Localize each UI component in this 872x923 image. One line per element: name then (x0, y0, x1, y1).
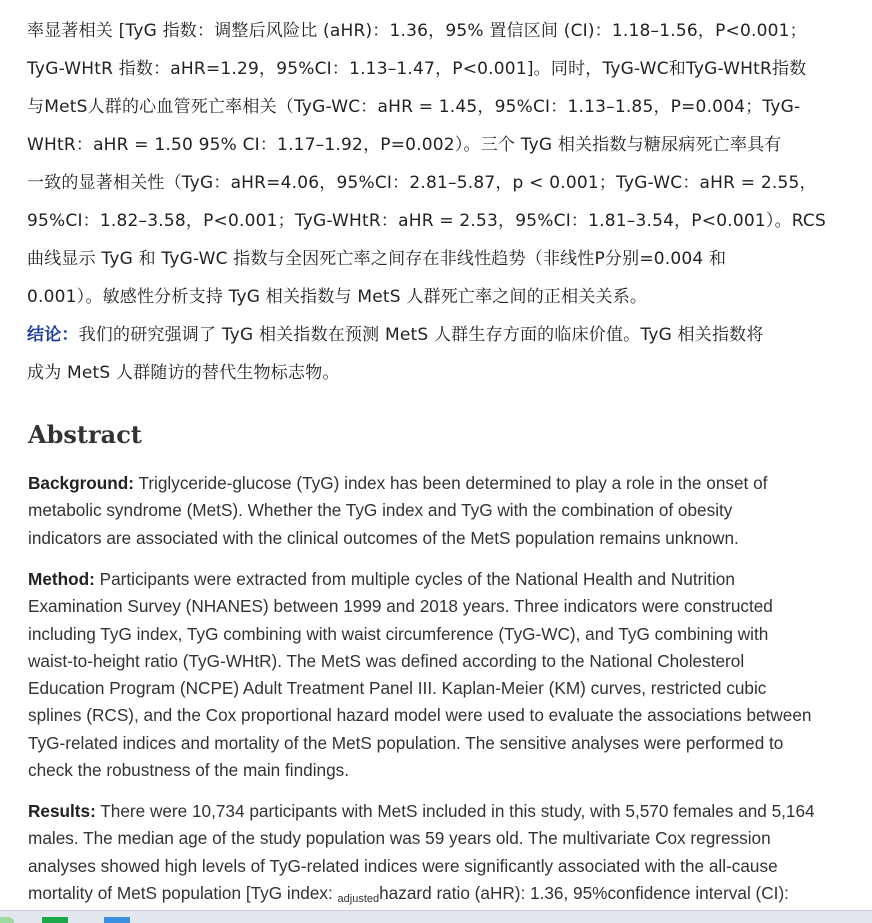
background-text: indicators are associated with the clinical outcomes of the MetS population remains unknown. (28, 527, 739, 548)
background-text: Triglyceride-glucose (TyG) index has been determined to play a role in the onset of (134, 473, 768, 493)
cn-line: 率显著相关 [TyG 指数：调整后风险比 (aHR)：1.36，95% 置信区间 (CI)：1.18–1.56，P<0.001； (27, 21, 807, 41)
cn-conclusion-line (27, 316, 859, 354)
method-text: TyG-related indices and mortality of the MetS population. The sensitive analyses were performed to (28, 732, 784, 753)
cn-line: 0.001）。敏感性分析支持 TyG 相关指数与 MetS 人群死亡率之间的正相关关系。 (27, 287, 648, 307)
taskbar-app-icon[interactable] (42, 917, 68, 923)
cn-line: 一致的显著相关性（TyG：aHR=4.06，95%CI：2.81–5.87，p < 0.001；TyG-WC：aHR = 2.55， (27, 173, 817, 193)
cn-line: WHtR：aHR = 1.50 95% CI：1.17–1.92，P=0.002）。三个 TyG 相关指数与糖尿病死亡率具有 (27, 135, 782, 155)
method-text: waist-to-height ratio (TyG-WHtR). The MetS was defined according to the National Cholesterol (28, 650, 745, 671)
cn-conclusion-line: 成为 MetS 人群随访的替代生物标志物。 (27, 363, 340, 383)
taskbar-app-icon[interactable] (104, 917, 130, 923)
results-section (28, 798, 858, 913)
method-text: Education Program (NCPE) Adult Treatment Panel III. Kaplan-Meier (KM) curves, restricted cubic (28, 678, 767, 699)
conclusion-text: 我们的研究强调了 TyG 相关指数在预测 MetS 人群生存方面的临床价值。TyG 相关指数将 (78, 325, 764, 345)
conclusion-label: 结论： (27, 325, 79, 345)
cn-line: 与MetS人群的心血管死亡率相关（TyG-WC：aHR = 1.45，95%CI：1.13–1.85，P=0.004；TyG- (27, 97, 801, 117)
background-text: metabolic syndrome (MetS). Whether the TyG index and TyG with the combination of obesity (28, 500, 733, 521)
results-text: analyses showed high levels of TyG-related indices were significantly associated with the all-cause (28, 855, 778, 876)
method-text: Participants were extracted from multiple cycles of the National Health and Nutrition (94, 569, 735, 589)
cn-line: TyG-WHtR 指数：aHR=1.29，95%CI：1.13–1.47，P<0.001]。同时，TyG-WC和TyG-WHtR指数 (27, 59, 807, 79)
results-text-last (28, 880, 858, 913)
adjusted-subscript: adjusted (337, 892, 380, 905)
method-text: Examination Survey (NHANES) between 1999 and 2018 years. Three indicators were constructed (28, 596, 773, 617)
chinese-abstract (27, 12, 859, 392)
background-section (28, 470, 858, 552)
cn-line: 95%CI：1.82–3.58，P<0.001；TyG-WHtR：aHR = 2.53，95%CI：1.81–3.54，P<0.001）。RCS (27, 211, 826, 231)
abstract-heading: Abstract (28, 420, 142, 449)
taskbar (0, 910, 872, 923)
method-text: splines (RCS), and the Cox proportional hazard model were used to evaluate the associations between (28, 705, 812, 726)
method-label: Method: (28, 569, 95, 589)
results-text: There were 10,734 participants with MetS included in this study, with 5,570 females and 5,164 (95, 801, 815, 821)
results-text: hazard ratio (aHR): 1.36, 95%confidence interval (CI): (379, 882, 789, 903)
method-text: check the robustness of the main findings. (28, 760, 350, 781)
results-label: Results: (28, 801, 96, 821)
cn-line: 曲线显示 TyG 和 TyG-WC 指数与全因死亡率之间存在非线性趋势（非线性P分别=0.004 和 (27, 249, 727, 269)
taskbar-app-icon[interactable] (0, 917, 14, 923)
results-text: males. The median age of the study population was 59 years old. The multivariate Cox regression (28, 828, 771, 849)
method-text: including TyG index, TyG combining with waist circumference (TyG-WC), and TyG combining with (28, 623, 769, 644)
method-section (28, 566, 858, 784)
background-label: Background: (28, 473, 134, 493)
results-text: mortality of MetS population [TyG index: (28, 882, 338, 903)
